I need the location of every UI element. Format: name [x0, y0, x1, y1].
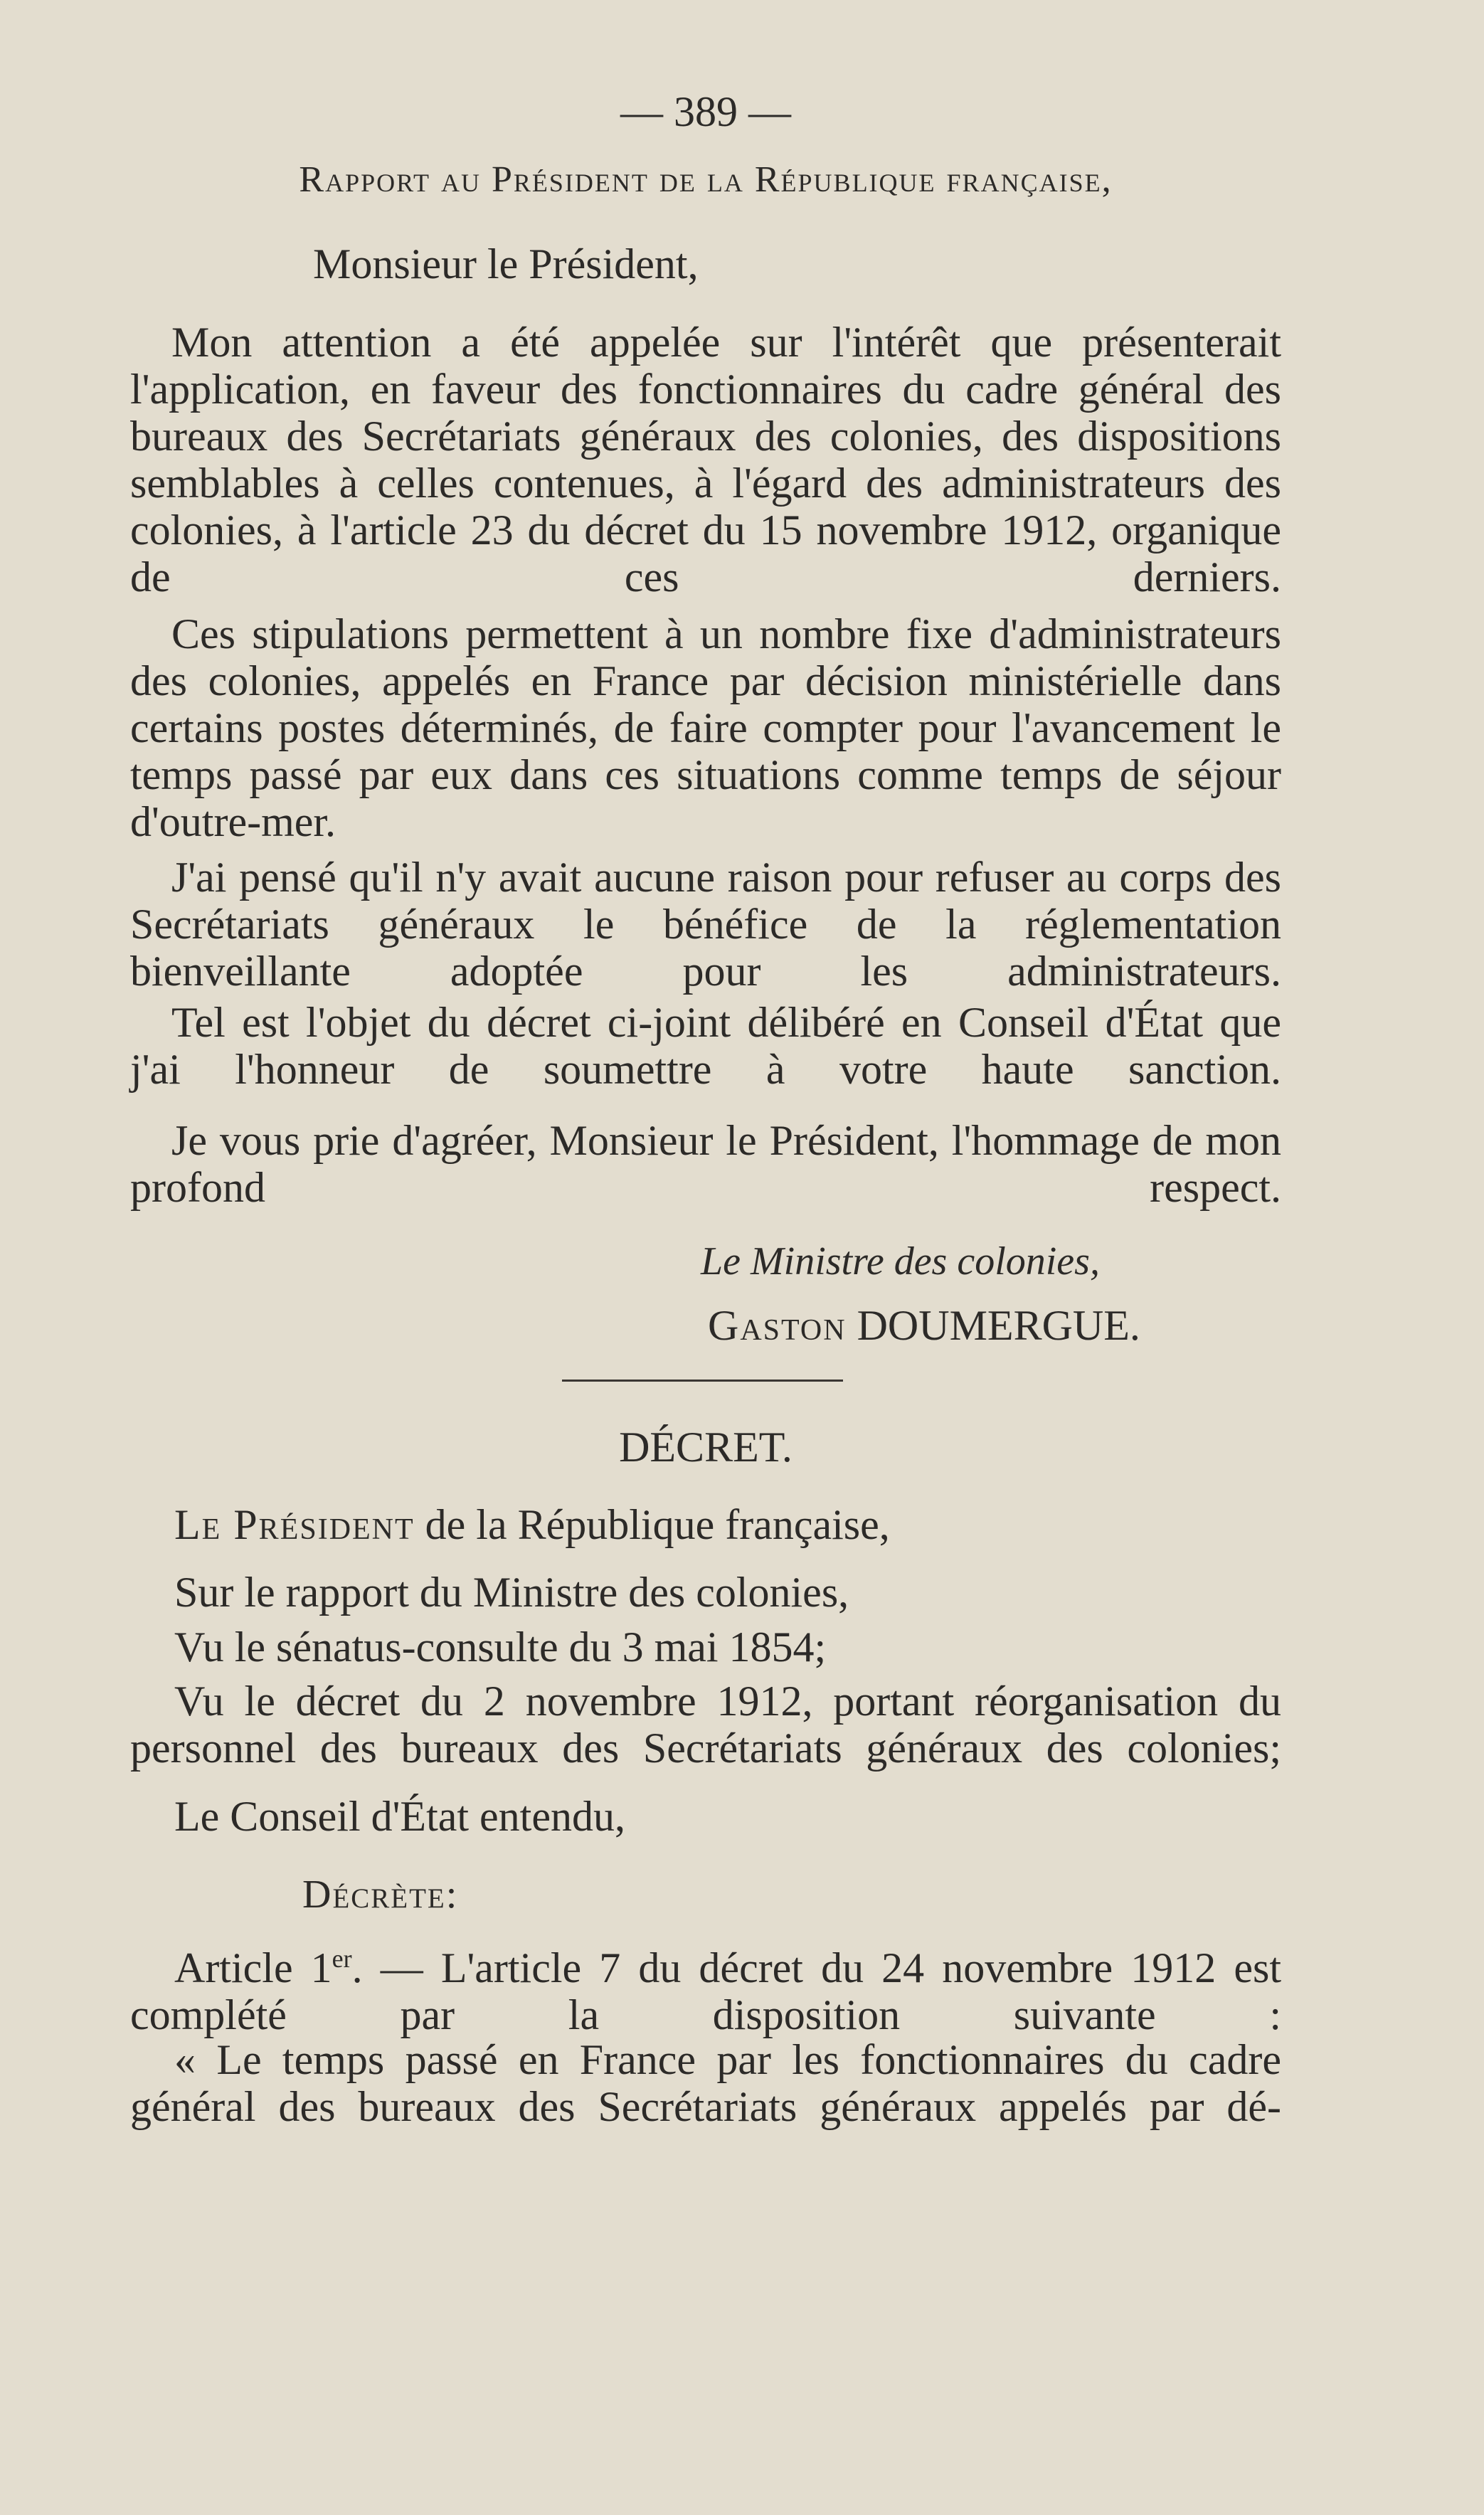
considerant-1: Sur le rapport du Ministre des colonies, — [174, 1569, 849, 1616]
rapport-paragraph-5: Je vous prie d'agréer, Monsieur le Président, l'hommage de mon profond respect. — [130, 1117, 1281, 1211]
considerant-2: Vu le sénatus-consulte du 3 mai 1854; — [174, 1624, 827, 1671]
decrete-heading: Décrète: — [302, 1873, 459, 1917]
rapport-paragraph-1: Mon attention a été appelée sur l'intérêt que présenterait l'application, en faveur des fonctionnaires du cadre général des bureaux des Secrétariats généraux des colonies, des dispositions semblables à celles contenues, à l'égard des administrateurs des colonies, à l'article 23 du décret du 15 novembre 1912, organique de ces derniers. — [130, 319, 1281, 600]
article-text: . — L'article 7 du décret du 24 novembre 1912 est complété par la disposition suivante : — [130, 1944, 1281, 2038]
salutation: Monsieur le Président, — [313, 240, 699, 287]
rapport-paragraph-2: Ces stipulations permettent à un nombre fixe d'administrateurs des colonies, appelés en France par décision ministérielle dans certains postes déterminés, de faire compter pour l'avancement le temps passé par eux dans ces situations comme temps de séjour d'outre-mer. — [130, 610, 1281, 845]
article-label: Article 1 — [174, 1944, 332, 1991]
signature-first-name: Gaston — [708, 1302, 847, 1349]
signature-name — [708, 1302, 1277, 1349]
rapport-heading: Rapport au Président de la République française, — [299, 159, 1113, 200]
section-divider — [562, 1380, 843, 1382]
page-number: — 389 — — [620, 88, 791, 135]
signature-last-name: DOUMERGUE. — [857, 1302, 1140, 1349]
rapport-paragraph-4: Tel est l'objet du décret ci-joint délibéré en Conseil d'État que j'ai l'honneur de soumettre à votre haute sanction. — [130, 999, 1281, 1093]
president-rest: de la République française, — [414, 1501, 890, 1548]
article-1 — [130, 1935, 1281, 2038]
rapport-paragraph-3: J'ai pensé qu'il n'y avait aucune raison pour refuser au corps des Secrétariats généraux le bénéfice de la réglementation bienveillante adoptée pour les administrateurs. — [130, 854, 1281, 995]
article-quote: « Le temps passé en France par les fonctionnaires du cadre général des bureaux des Secrétariats généraux appelés par dé- — [130, 2036, 1281, 2130]
considerant-4: Le Conseil d'État entendu, — [174, 1793, 625, 1840]
decret-title: DÉCRET. — [619, 1424, 793, 1471]
decret-president-line — [174, 1501, 1284, 1548]
signature-title: Le Ministre des colonies, — [701, 1239, 1100, 1283]
considerant-3: Vu le décret du 2 novembre 1912, portant réorganisation du personnel des bureaux des Secrétariats généraux des colonies; — [130, 1678, 1281, 1772]
president-label: Le Président — [174, 1501, 415, 1548]
article-superscript: er — [332, 1944, 352, 1973]
